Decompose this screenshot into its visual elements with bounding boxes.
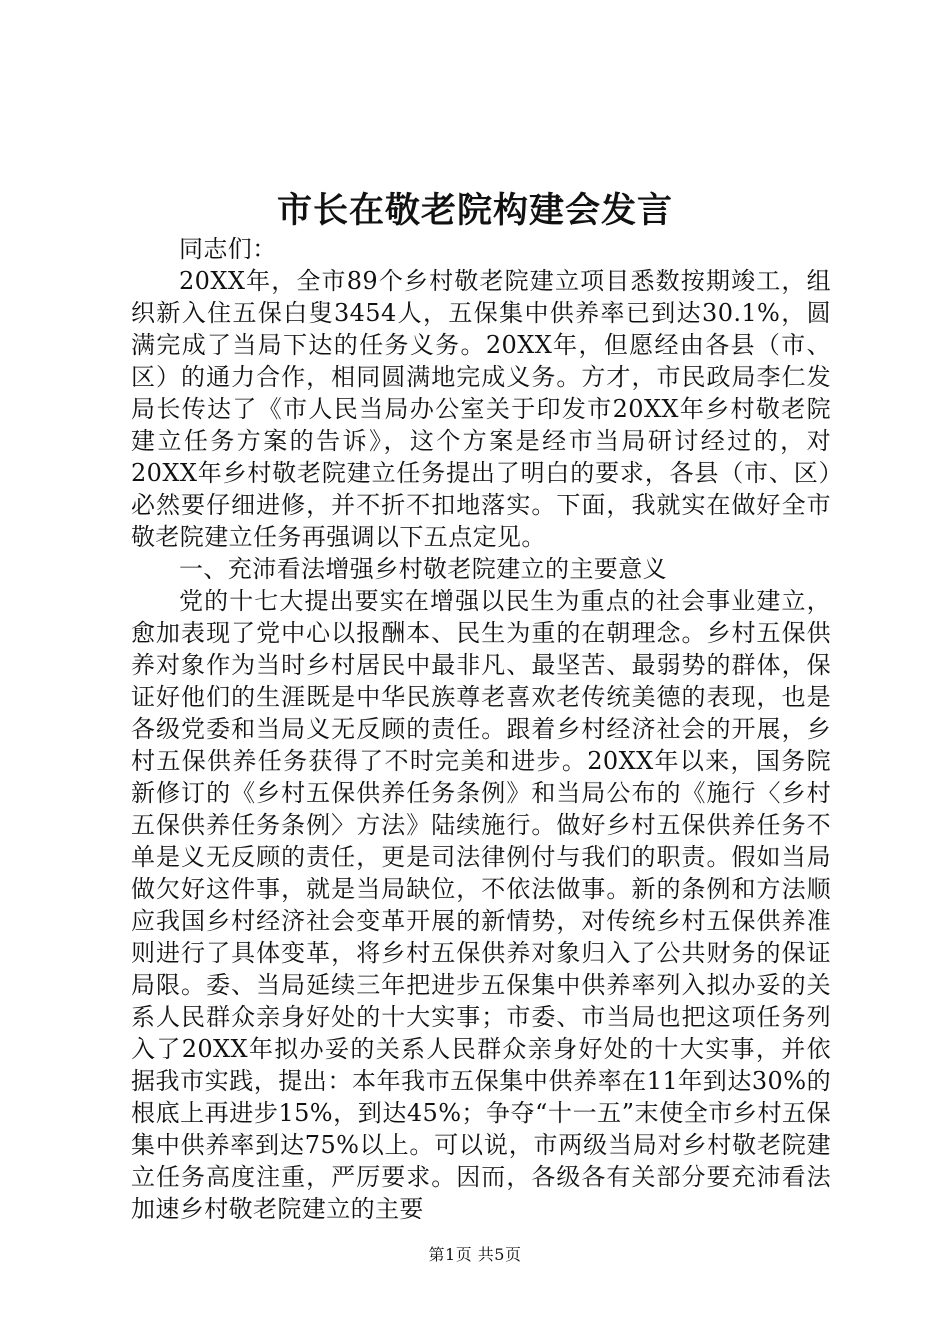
salutation: 同志们： [179, 235, 277, 263]
page-footer: 第1页 共5页 [428, 1245, 522, 1264]
section-heading-1: 一、充沛看法增强乡村敬老院建立的主要意义 [179, 555, 667, 583]
document-body [131, 233, 831, 1225]
paragraph-section-1: 党的十七大提出要实在增强以民生为重点的社会事业建立，愈加表现了党中心以报酬本、民生为重的在朝理念。乡村五保供养对象作为当时乡村居民中最非凡、最坚苦、最弱势的群体，保证好他们的生涯既是中华民族尊老喜欢老传统美德的表现，也是各级党委和当局义无反顾的责任。跟着乡村经济社会的开展，乡村五保供养任务获得了不时完美和进步。20XX年以来，国务院新修订的《乡村五保供养任务条例》和当局公布的《施行〈乡村五保供养任务条例〉方法》陆续施行。做好乡村五保供养任务不单是义无反顾的责任，更是司法律例付与我们的职责。假如当局做欠好这件事，就是当局缺位，不依法做事。新的条例和方法顺应我国乡村经济社会变革开展的新情势，对传统乡村五保供养准则进行了具体变革，将乡村五保供养对象归入了公共财务的保证局限。委、当局延续三年把进步五保集中供养率列入拟办妥的关系人民群众亲身好处的十大实事；市委、市当局也把这项任务列入了20XX年拟办妥的关系人民群众亲身好处的十大实事，并依据我市实践，提出：本年我市五保集中供养率在11年到达30%的根底上再进步15%，到达45%；争夺“十一五”末使全市乡村五保集中供养率到达75%以上。可以说，市两级当局对乡村敬老院建立任务高度注重，严厉要求。因而，各级各有关部分要充沛看法加速乡村敬老院建立的主要 [131, 587, 831, 1223]
paragraph-intro: 20XX年，全市89个乡村敬老院建立项目悉数按期竣工，组织新入住五保白叟3454人，五保集中供养率已到达30.1%，圆满完成了当局下达的任务义务。20XX年，但愿经由各县（市、区）的通力合作，相同圆满地完成义务。方才，市民政局李仁发局长传达了《市人民当局办公室关于印发市20XX年乡村敬老院建立任务方案的告诉》，这个方案是经市当局研讨经过的，对20XX年乡村敬老院建立任务提出了明白的要求，各县（市、区）必然要仔细进修，并不折不扣地落实。下面，我就实在做好全市敬老院建立任务再强调以下五点定见。 [131, 267, 831, 551]
document-title: 市长在敬老院构建会发言 [276, 190, 673, 231]
